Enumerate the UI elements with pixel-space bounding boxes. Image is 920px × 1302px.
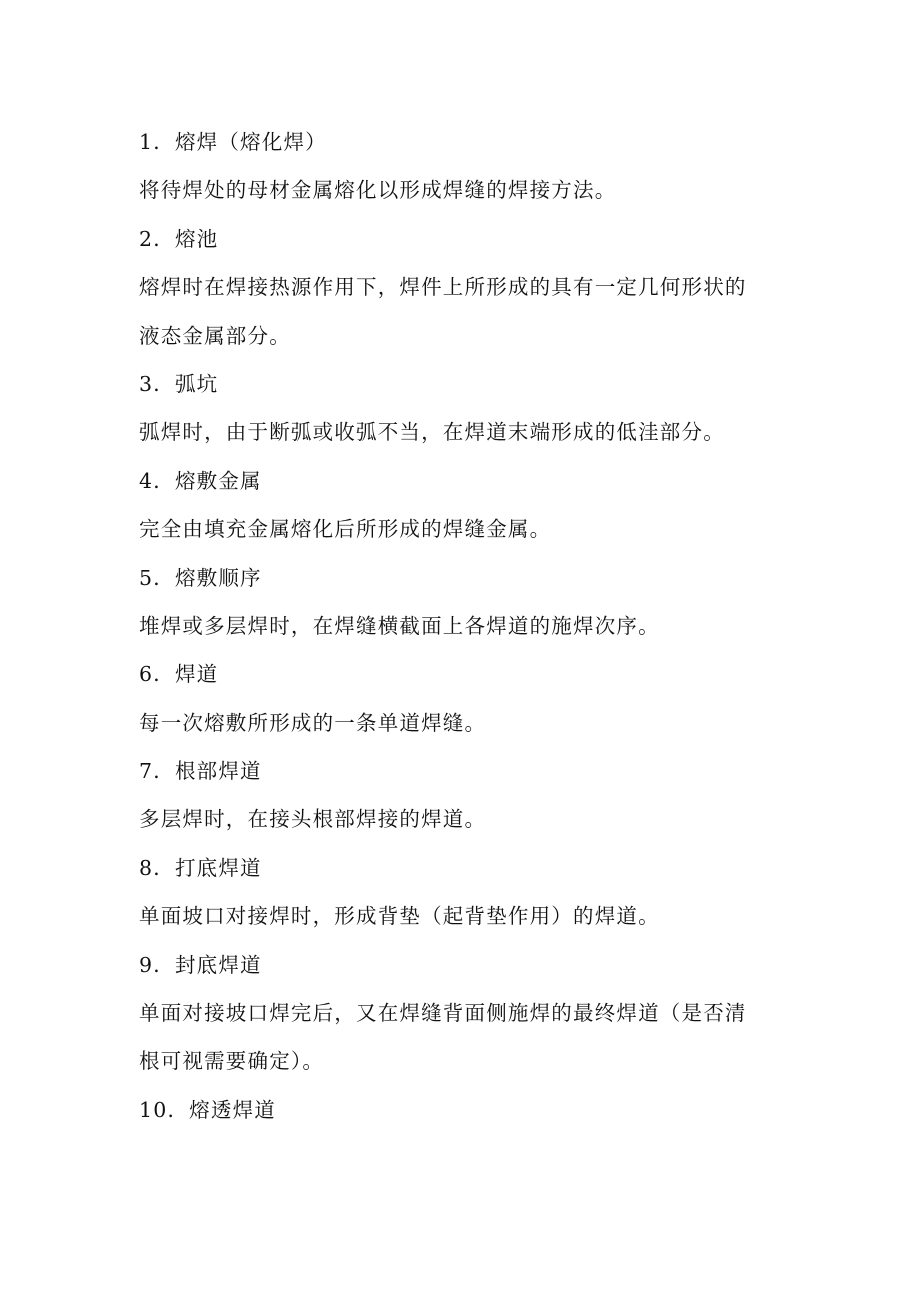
entry-heading: 2．熔池 xyxy=(139,226,219,251)
entry-heading: 3．弧坑 xyxy=(139,371,219,396)
entry-heading: 7．根部焊道 xyxy=(139,759,262,784)
entry-definition: 每一次熔敷所形成的一条单道焊缝。 xyxy=(139,710,487,735)
document-body xyxy=(139,118,799,1134)
entry-definition: 单面对接坡口焊完后，又在焊缝背面侧施焊的最终焊道（是否清 xyxy=(139,1001,747,1026)
entry-heading: 6．焊道 xyxy=(139,662,219,687)
entry-heading: 10．熔透焊道 xyxy=(139,1097,276,1122)
entry-definition: 弧焊时，由于断弧或收弧不当，在焊道末端形成的低洼部分。 xyxy=(139,420,725,445)
entry-definition: 液态金属部分。 xyxy=(139,323,291,348)
entry-definition: 堆焊或多层焊时，在焊缝横截面上各焊道的施焊次序。 xyxy=(139,613,660,638)
entry-definition: 根可视需要确定）。 xyxy=(139,1049,325,1074)
entry-definition: 多层焊时，在接头根部焊接的焊道。 xyxy=(139,807,487,832)
entry-definition: 熔焊时在焊接热源作用下，焊件上所形成的具有一定几何形状的 xyxy=(139,275,747,300)
entry-heading: 5．熔敷顺序 xyxy=(139,565,262,590)
entry-heading: 1．熔焊（熔化焊） xyxy=(139,130,327,154)
entry-definition: 单面坡口对接焊时，形成背垫（起背垫作用）的焊道。 xyxy=(139,904,660,929)
entry-definition: 完全由填充金属熔化后所形成的焊缝金属。 xyxy=(139,517,552,542)
entry-definition: 将待焊处的母材金属熔化以形成焊缝的焊接方法。 xyxy=(139,178,617,203)
entry-heading: 9．封底焊道 xyxy=(139,952,262,977)
entry-heading: 8．打底焊道 xyxy=(139,855,262,880)
entry-heading: 4．熔敷金属 xyxy=(139,468,262,493)
